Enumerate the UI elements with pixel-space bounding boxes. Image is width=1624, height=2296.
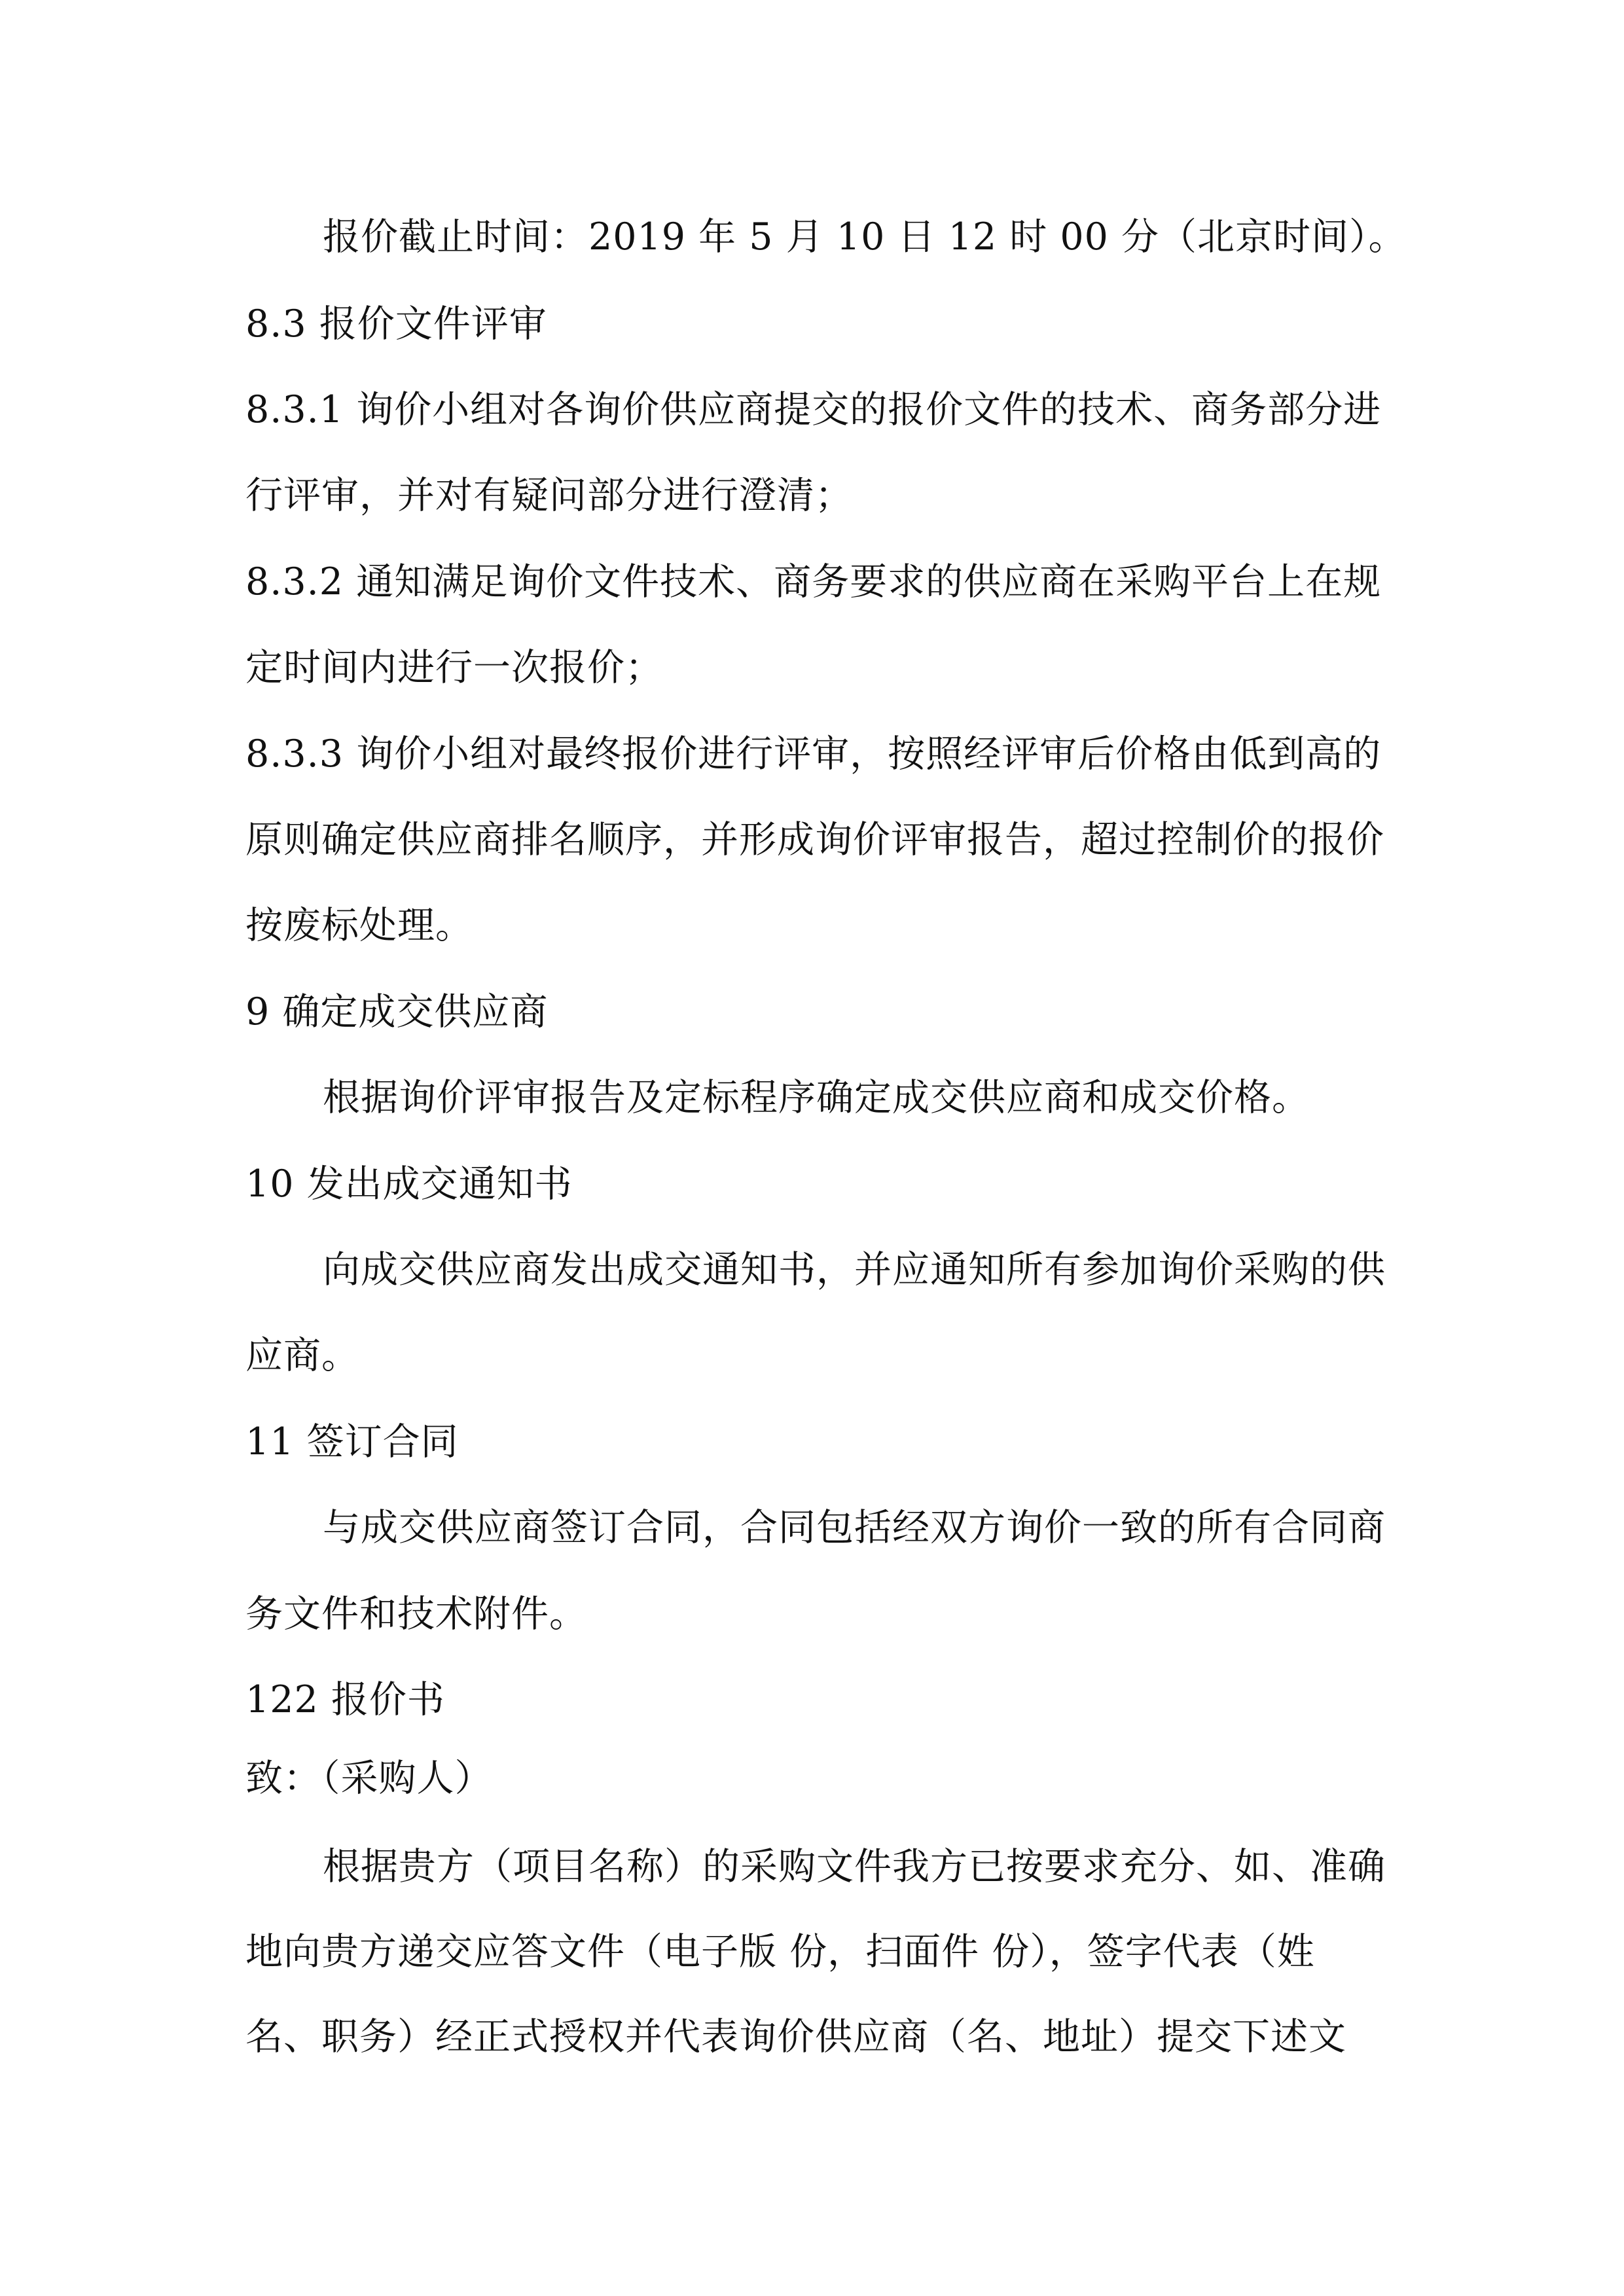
paragraph-8-3-3-line-2: 原则确定供应商排名顺序，并形成询价评审报告，超过控制价的报价: [245, 818, 1384, 861]
paragraph-11-line-1: 与成交供应商签订合同，合同包括经双方询价一致的所有合同商: [323, 1506, 1386, 1549]
section-heading-11: 11 签订合同: [245, 1420, 459, 1463]
paragraph-9-line-1: 根据询价评审报告及定标程序确定成交供应商和成交价格。: [323, 1076, 1310, 1119]
section-heading-122: 122 报价书: [245, 1678, 445, 1721]
paragraph-11-line-2: 务文件和技术附件。: [245, 1592, 587, 1636]
addressee-line: 致：（采购人）: [245, 1757, 493, 1800]
quotation-paragraph-line-2: 地向贵方递交应答文件（电子版 份，扫面件 份），签字代表（姓: [245, 1930, 1315, 1973]
quotation-paragraph-line-1: 根据贵方（项目名称）的采购文件我方已按要求充分、如、准确: [323, 1845, 1386, 1888]
paragraph-10-line-1: 向成交供应商发出成交通知书，并应通知所有参加询价采购的供: [323, 1248, 1386, 1291]
section-heading-9: 9 确定成交供应商: [245, 990, 549, 1033]
paragraph-10-line-2: 应商。: [245, 1334, 359, 1377]
paragraph-8-3-2-line-1: 8.3.2 通知满足询价文件技术、商务要求的供应商在采购平台上在规: [245, 560, 1382, 603]
section-heading-8-3: 8.3 报价文件评审: [245, 302, 547, 346]
quotation-paragraph-line-3: 名、职务）经正式授权并代表询价供应商（名、地址）提交下述文: [245, 2015, 1346, 2058]
paragraph-8-3-2-line-2: 定时间内进行一次报价；: [245, 646, 663, 689]
paragraph-8-3-3-line-3: 按废标处理。: [245, 904, 473, 947]
deadline-line: 报价截止时间：2019 年 5 月 10 日 12 时 00 分（北京时间）。: [323, 215, 1407, 259]
paragraph-8-3-1-line-2: 行评审，并对有疑问部分进行澄清；: [245, 474, 853, 517]
paragraph-8-3-3-line-1: 8.3.3 询价小组对最终报价进行评审，按照经评审后价格由低到高的: [245, 732, 1382, 776]
section-heading-10: 10 发出成交通知书: [245, 1162, 573, 1206]
paragraph-8-3-1-line-1: 8.3.1 询价小组对各询价供应商提交的报价文件的技术、商务部分进: [245, 388, 1382, 431]
